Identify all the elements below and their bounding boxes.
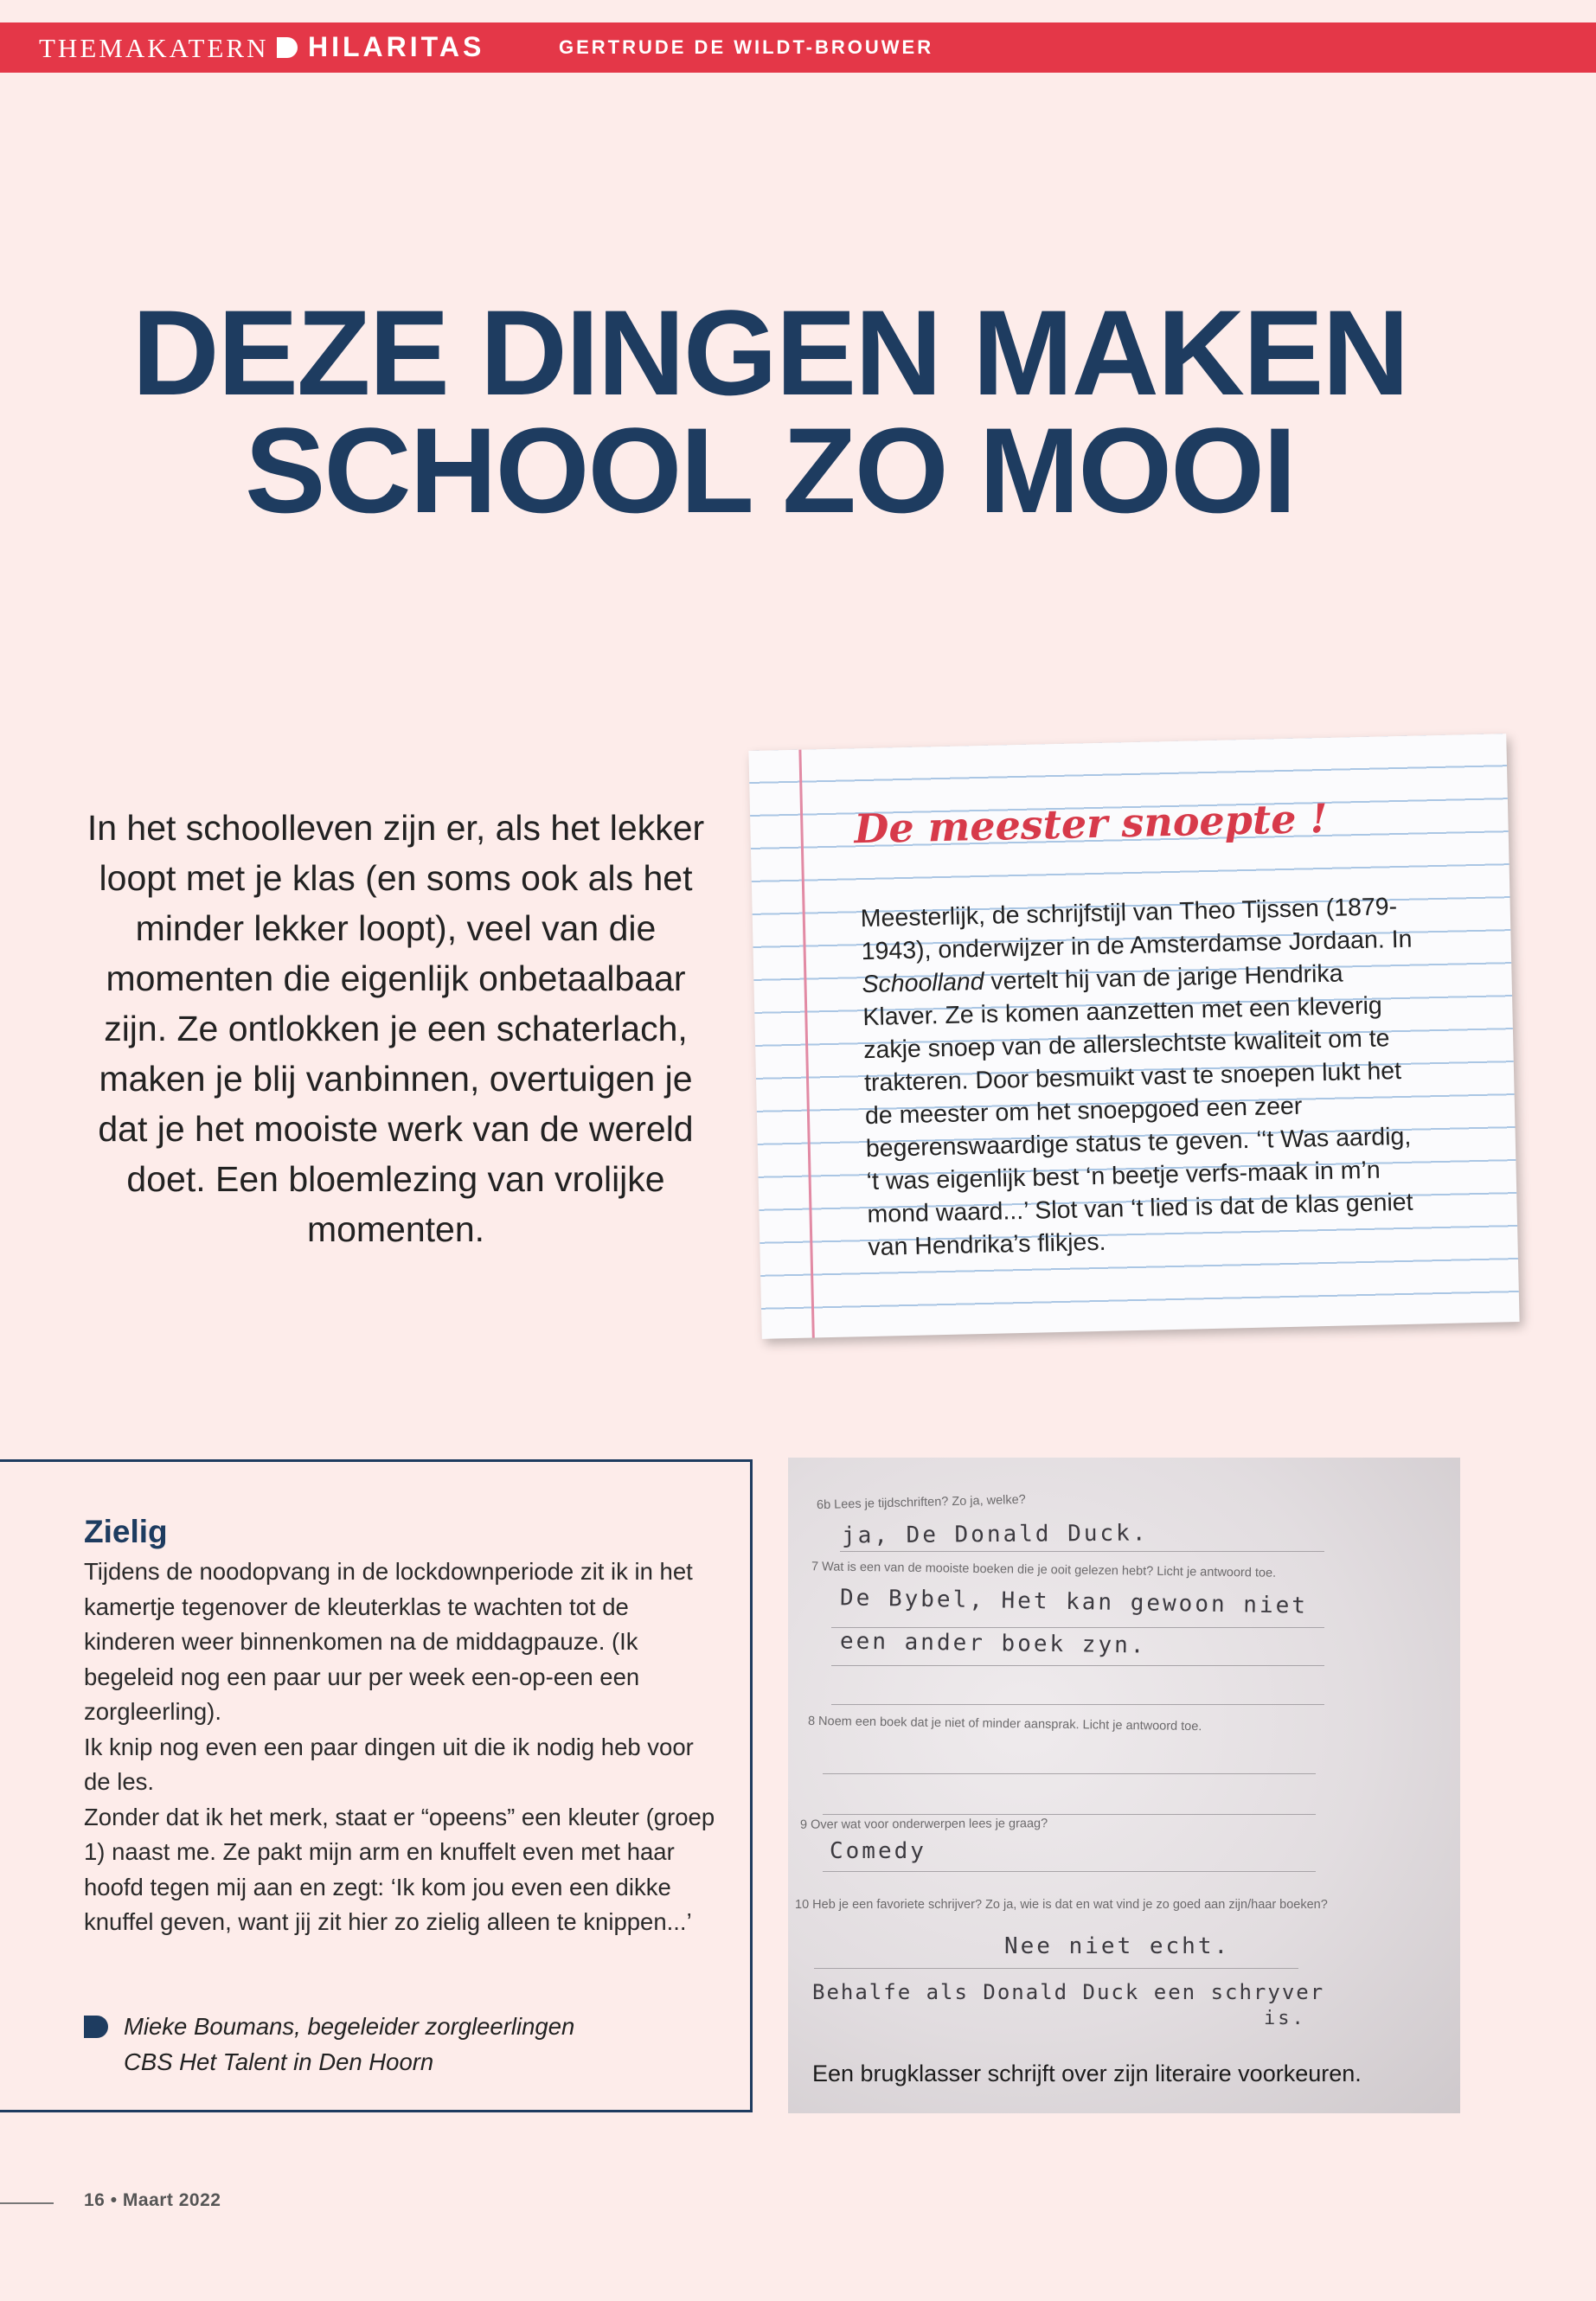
worksheet-question: 7 Wat is een van de mooiste boeken die je ooit gelezen hebt? Licht je antwoord toe. xyxy=(811,1560,1277,1580)
intro-text: In het schoolleven zijn er, als het lekker loopt met je klas (en soms ook als het minder lekker loopt), veel van die momenten die eigenlijk onbetaalbaar zijn. Ze ontlokken je een schaterlach, maken je blij vanbinnen, overtuigen je dat je het mooiste werk van de wereld doet. Een bloemlezing van vrolijke momenten. xyxy=(87,808,705,1249)
answer-line xyxy=(823,1773,1316,1774)
byline-school: CBS Het Talent in Den Hoorn xyxy=(124,2048,434,2075)
page-title xyxy=(0,285,1540,538)
notepad-card xyxy=(748,734,1519,1339)
story-paragraph: Tijdens de noodopvang in de lockdownperiode zit ik in het kamertje tegenover de kleuterklas te wachten tot de kinderen weer binnenkomen na de middagpauze. (Ik begeleid nog een paar uur per week een-op-een een zorgleerling). xyxy=(84,1558,693,1725)
worksheet-question: 6b Lees je tijdschriften? Zo ja, welke? xyxy=(816,1492,1026,1513)
note-book-title: Schoolland xyxy=(862,967,984,999)
story-paragraph: Zonder dat ik het merk, staat er “opeens” een kleuter (groep 1) naast me. Ze pakt mijn arm en knuffelt even met haar hoofd tegen mij aan en zegt: ‘Ik kom jou even een dikke knuffel geven, want jij zit hier zo zielig alleen te knippen...’ xyxy=(84,1803,715,1935)
worksheet-photo xyxy=(788,1458,1460,2113)
header-bar xyxy=(0,22,1596,73)
note-heading: De meester snoepte ! xyxy=(853,794,1329,853)
note-body-part-2: vertelt hij van de jarige Hendrika Klaver. Ze is komen aanzetten met een kleverig zakje snoep van de allerslechtste kwaliteit om te trakteren. Door besmuikt vast te snoepen lukt het de meester om het snoepgoed een zeer begerenswaardige status te geven. ‘‘t Was aardig, ‘t was eigenlijk best ‘n beetje verfs-maak in m’n mond waard...’ Slot van ‘t lied is dat de klas geniet van Hendrika’s flikjes. xyxy=(862,959,1413,1262)
answer-line xyxy=(831,1665,1324,1666)
story-paragraph: Ik knip nog even een paar dingen uit die ik nodig heb voor de les. xyxy=(84,1733,694,1795)
issue-date: Maart 2022 xyxy=(122,2190,221,2210)
answer-line xyxy=(823,1871,1316,1872)
handwritten-answer: Nee niet echt. xyxy=(1004,1933,1231,1959)
answer-line xyxy=(831,1627,1324,1628)
handwritten-answer: ja, De Donald Duck. xyxy=(841,1520,1149,1549)
handwritten-answer: Comedy xyxy=(830,1838,926,1864)
note-body-part-1: Meesterlijk, de schrijfstijl van Theo Tijssen (1879-1943), onderwijzer in de Amsterdamse Jordaan. In xyxy=(860,893,1413,966)
handwritten-answer: een ander boek zyn. xyxy=(839,1628,1147,1659)
handwritten-answer: Behalfe als Donald Duck een schryver xyxy=(812,1980,1325,2004)
section-label: THEMAKATERN xyxy=(39,33,269,63)
footer-rule xyxy=(0,2202,54,2204)
story-title: Zielig xyxy=(84,1514,168,1549)
title-line-2: SCHOOL ZO MOOI xyxy=(245,402,1295,538)
worksheet-question: 10 Heb je een favoriete schrijver? Zo ja, wie is dat en wat vind je zo goed aan zijn/haar boeken? xyxy=(795,1898,1328,1912)
title-line-1: DEZE DINGEN MAKEN xyxy=(131,285,1408,420)
page-footer xyxy=(84,2190,221,2211)
notepad-margin-line xyxy=(798,750,814,1338)
footer-separator: • xyxy=(110,2190,118,2210)
page-number: 16 xyxy=(84,2190,106,2210)
byline-name: Mieke Boumans, begeleider zorgleerlingen xyxy=(124,2013,575,2040)
answer-line xyxy=(831,1704,1324,1705)
answer-line xyxy=(840,1551,1324,1552)
handwritten-answer: De Bybel, Het kan gewoon niet xyxy=(839,1585,1309,1619)
story-body xyxy=(84,1554,724,1940)
category-label: HILARITAS xyxy=(308,31,485,62)
worksheet-question: 8 Noem een boek dat je niet of minder aansprak. Licht je antwoord toe. xyxy=(807,1714,1202,1734)
story-byline xyxy=(124,2009,729,2080)
photo-caption: Een brugklasser schrijft over zijn literaire voorkeuren. xyxy=(812,2061,1362,2086)
byline-arrow-icon xyxy=(82,2014,112,2040)
worksheet-question: 9 Over wat voor onderwerpen lees je graag? xyxy=(799,1817,1048,1832)
answer-line xyxy=(814,1968,1298,1969)
arrow-bullet-icon xyxy=(273,35,299,61)
author-name: GERTRUDE DE WILDT-BROUWER xyxy=(559,36,934,58)
answer-line xyxy=(823,1814,1316,1815)
note-body xyxy=(860,890,1421,1264)
handwritten-answer: is. xyxy=(1264,2008,1306,2029)
